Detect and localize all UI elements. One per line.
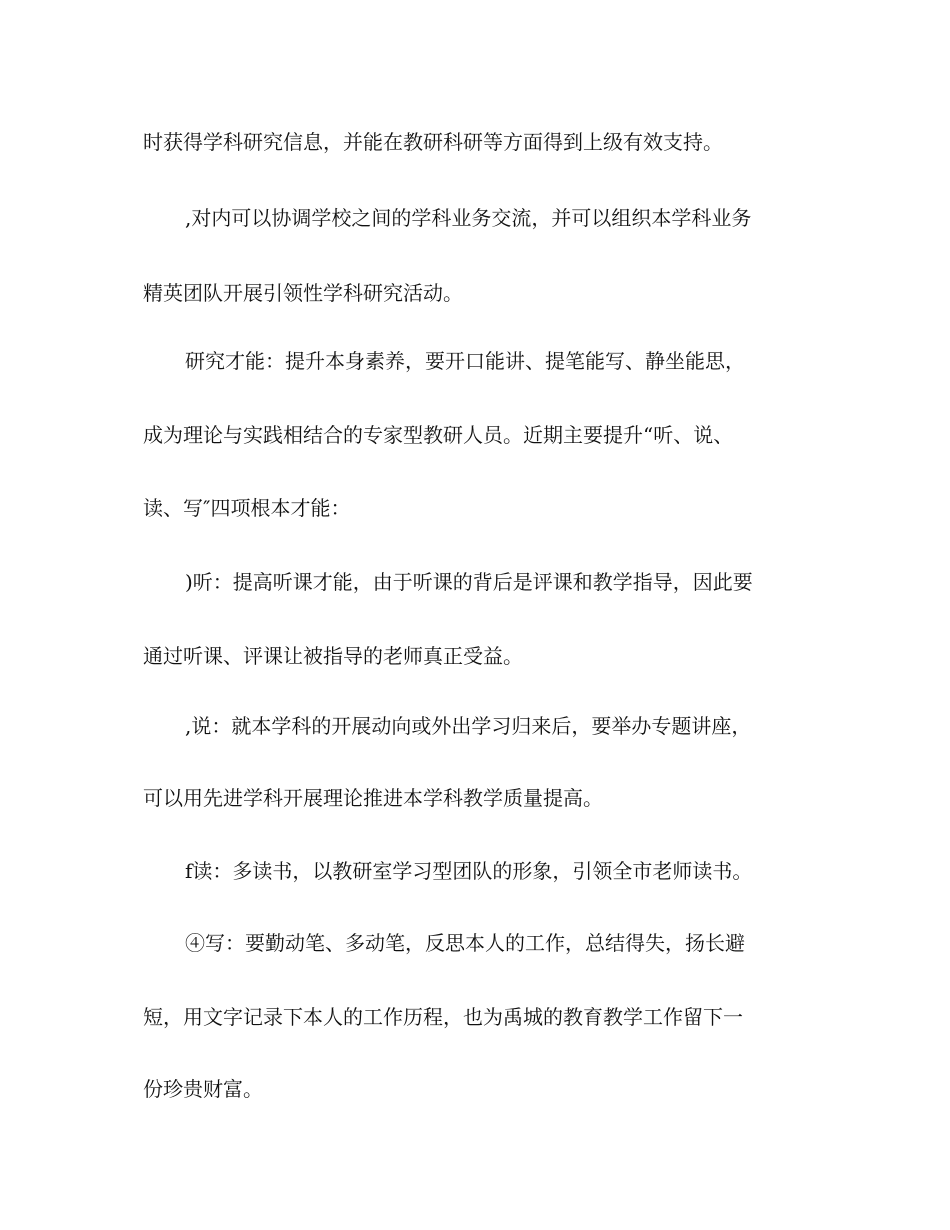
text-line: 读、写″四项根本才能： — [143, 496, 351, 520]
text-line: 时获得学科研究信息，并能在教研科研等方面得到上级有效支持。 — [143, 130, 723, 154]
text-line: 研究才能：提升本身素养，要开口能讲、提笔能写、静坐能思， — [185, 349, 745, 373]
text-line: 短，用文字记录下本人的工作历程，也为禹城的教育教学工作留下一 — [143, 1005, 743, 1029]
text-line: ④写：要勤动笔、多动笔，反思本人的工作，总结得失，扬长避 — [185, 931, 745, 955]
text-line: f读：多读书，以教研室学习型团队的形象，引领全市老师读书。 — [185, 859, 753, 883]
text-line: ,对内可以协调学校之间的学科业务交流，并可以组织本学科业务 — [185, 206, 752, 230]
text-line: 可以用先进学科开展理论推进本学科教学质量提高。 — [143, 786, 603, 810]
text-line: 通过听课、评课让被指导的老师真正受益。 — [143, 644, 523, 668]
text-line: 份珍贵财富。 — [143, 1077, 263, 1101]
text-line: ,说：就本学科的开展动向或外出学习归来后，要举办专题讲座， — [185, 714, 752, 738]
text-line: )听：提高听课才能，由于听课的背后是评课和教学指导，因此要 — [185, 570, 753, 594]
text-line: 精英团队开展引领性学科研究活动。 — [143, 281, 463, 305]
text-line: 成为理论与实践相结合的专家型教研人员。近期主要提升“听、说、 — [143, 423, 734, 447]
